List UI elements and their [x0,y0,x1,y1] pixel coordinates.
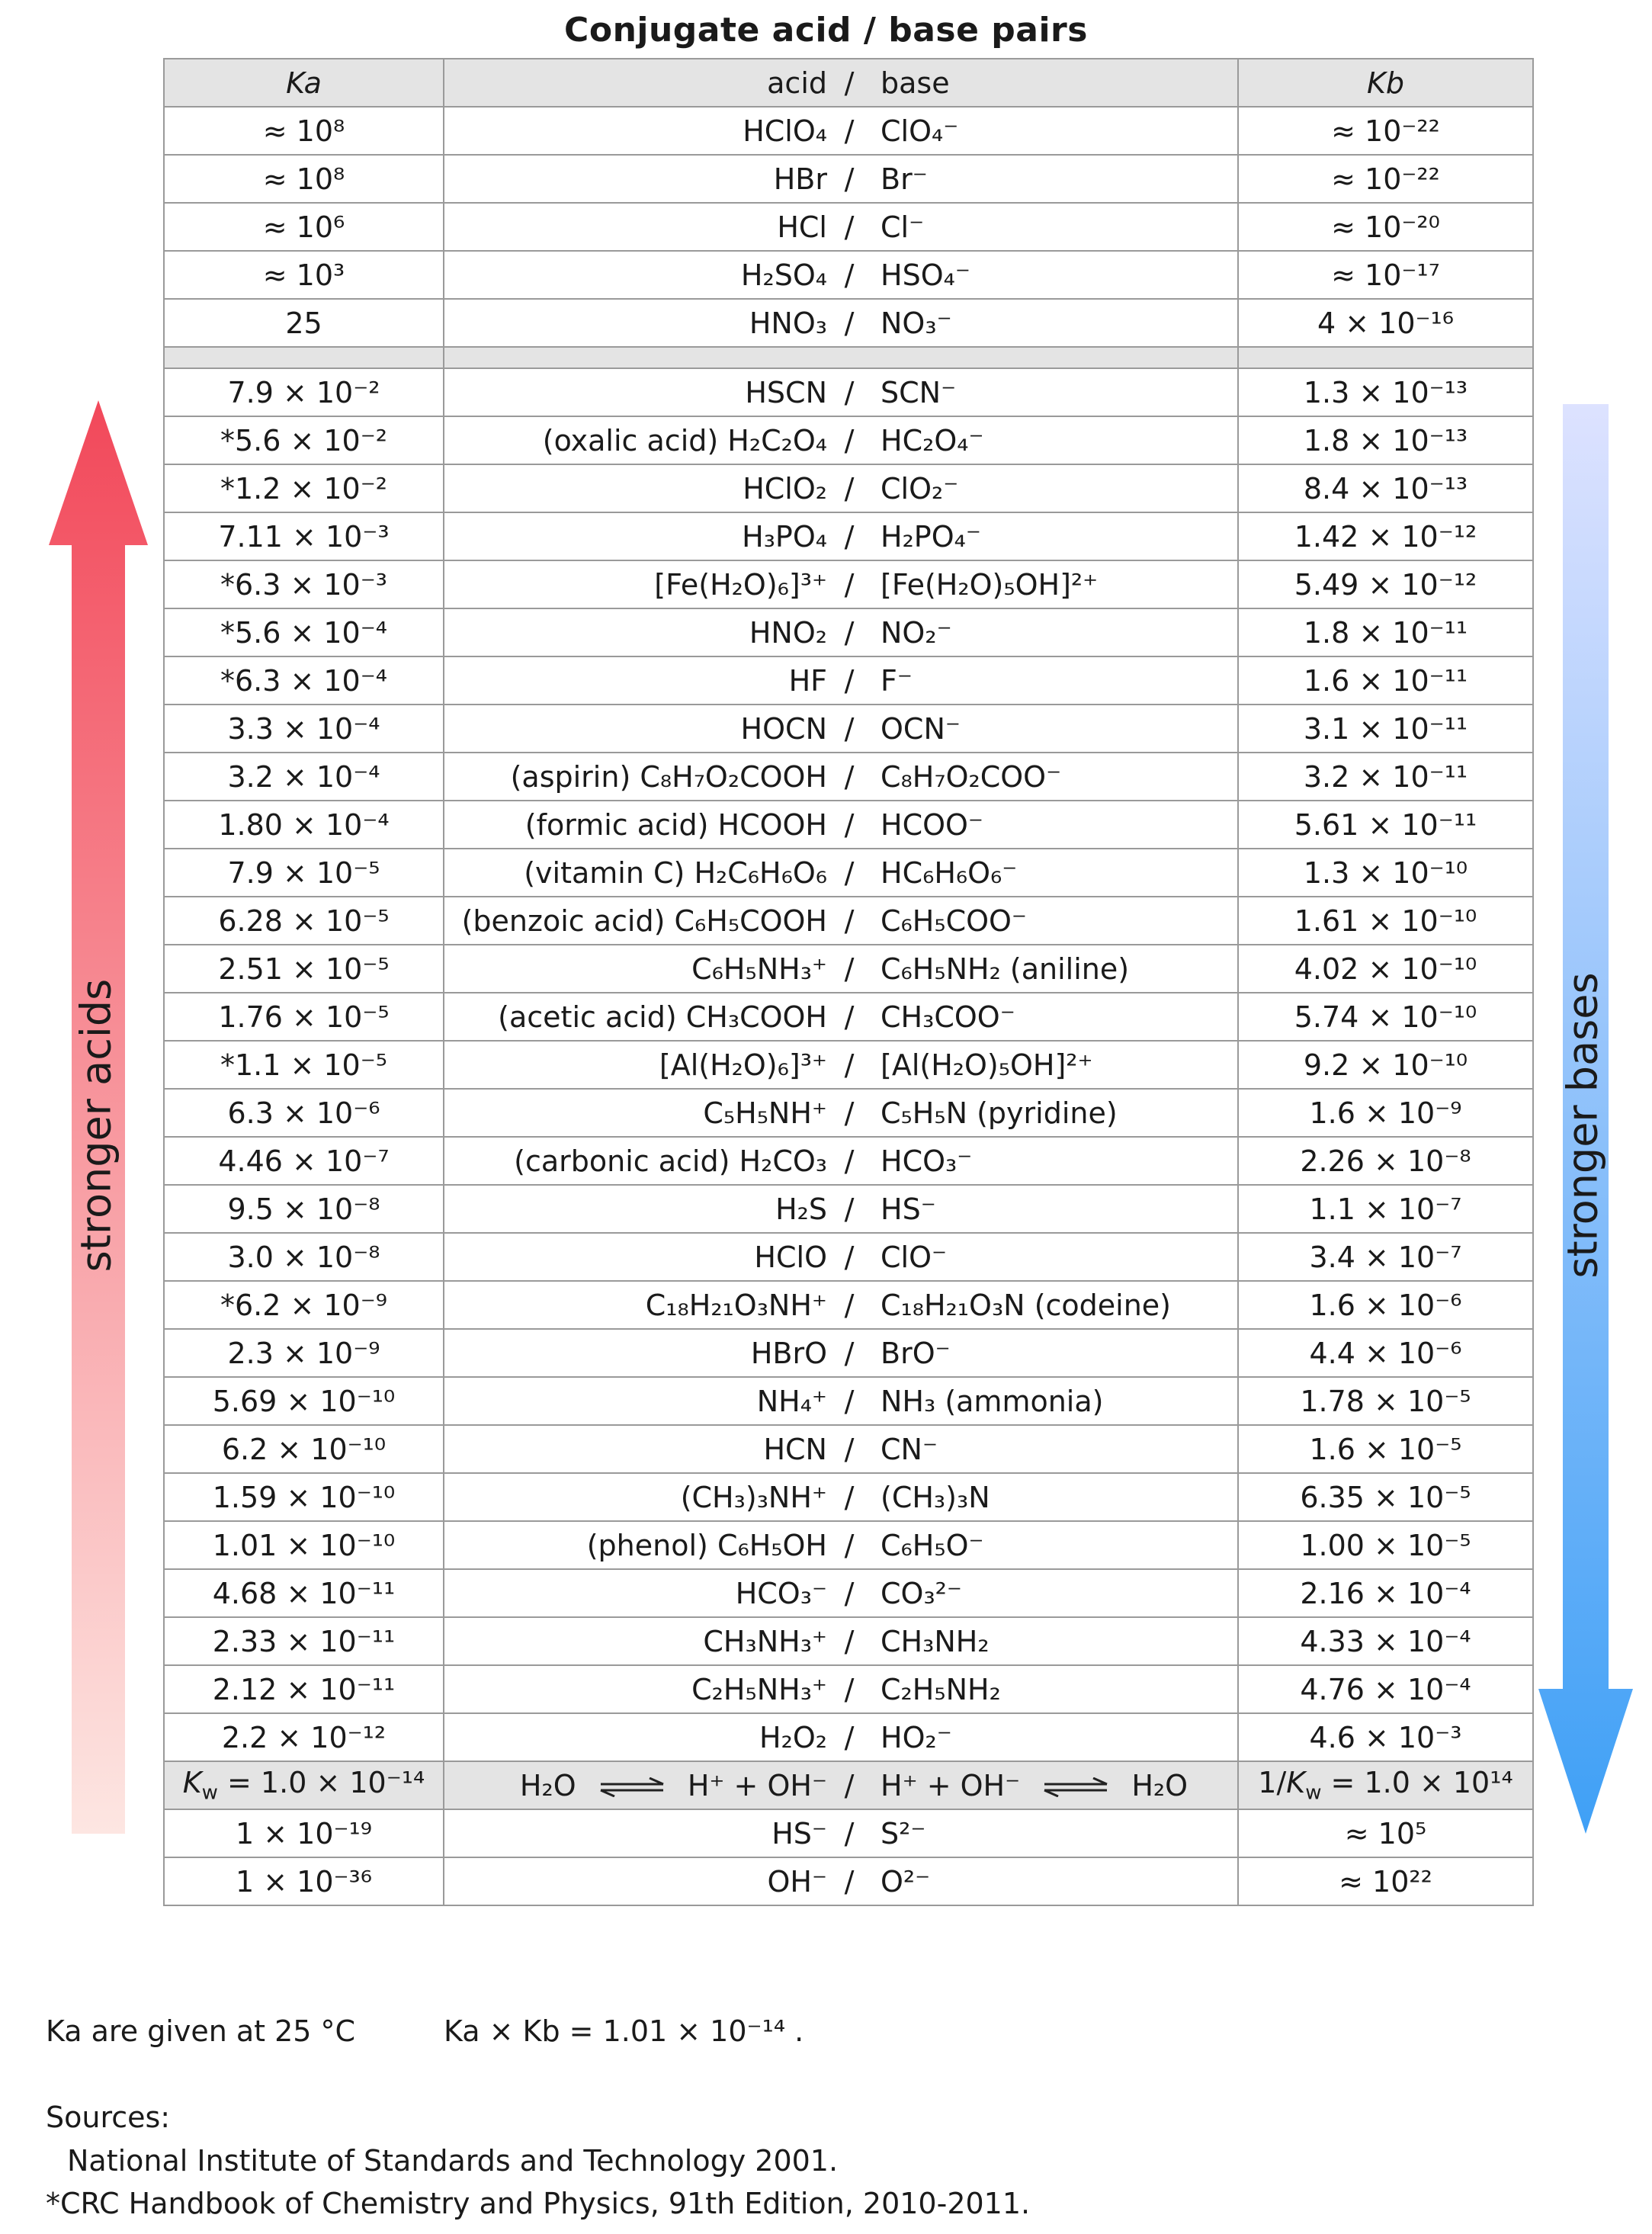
table-row [164,1473,1533,1521]
equilibrium-arrow-icon [1043,1777,1108,1797]
kb-value: 1.6 × 10⁻⁹ [1238,1089,1533,1137]
acid-base-pair: C₁₈H₂₁O₃NH⁺ / C₁₈H₂₁O₃N (codeine) [444,1281,1238,1329]
table-row [164,299,1533,347]
table-row [164,1377,1533,1425]
acid-base-pair: C₅H₅NH⁺ / C₅H₅N (pyridine) [444,1089,1238,1137]
ka-value: 25 [164,299,444,347]
acid-base-pair: HS⁻ / S²⁻ [444,1809,1238,1857]
ka-value: *6.2 × 10⁻⁹ [164,1281,444,1329]
ka-value: 1.01 × 10⁻¹⁰ [164,1521,444,1569]
acid-base-pair: HF / F⁻ [444,656,1238,705]
acid-formula: [Fe(H₂O)₆]³⁺ [654,567,827,602]
acid-formula: HNO₃ [749,306,827,340]
table-row [164,993,1533,1041]
page-title: Conjugate acid / base pairs [564,11,1088,50]
acid-base-pair: HClO / ClO⁻ [444,1233,1238,1281]
acid-formula: HCl [777,210,827,244]
base-formula: Cl⁻ [881,210,925,244]
ka-kb-product-note: Ka × Kb = 1.01 × 10⁻¹⁴ . [444,2014,804,2048]
base-formula: S²⁻ [881,1816,926,1850]
acid-formula: (formic acid) HCOOH [524,807,827,842]
acid-base-pair: (formic acid) HCOOH / HCOO⁻ [444,801,1238,849]
table-row [164,1809,1533,1857]
acid-base-pair: HCl / Cl⁻ [444,203,1238,251]
ka-value: 6.28 × 10⁻⁵ [164,897,444,945]
sources-title: Sources: [46,2101,171,2134]
base-formula: F⁻ [881,663,913,698]
kb-value: 1.00 × 10⁻⁵ [1238,1521,1533,1569]
separator-row [164,347,1533,368]
acid-formula: HBr [773,162,827,196]
kb-value: 1.6 × 10⁻¹¹ [1238,656,1533,705]
acid-base-pair: HClO₄ / ClO₄⁻ [444,107,1238,155]
table-row [164,1713,1533,1761]
ka-value: 2.51 × 10⁻⁵ [164,945,444,993]
acid-formula: HCO₃⁻ [735,1576,827,1610]
ka-value: 1.76 × 10⁻⁵ [164,993,444,1041]
acid-formula: H₃PO₄ [742,519,827,554]
acid-formula: C₁₈H₂₁O₃NH⁺ [645,1288,827,1322]
ka-value: 7.9 × 10⁻² [164,368,444,416]
kb-value: 1.8 × 10⁻¹¹ [1238,608,1533,656]
water-autoionization-row [164,1761,1533,1809]
table-row [164,155,1533,203]
kb-value: ≈ 10⁻²² [1238,107,1533,155]
acid-formula: CH₃NH₃⁺ [703,1624,827,1658]
table-row [164,945,1533,993]
acid-formula: H₂SO₄ [740,258,827,292]
kb-value: 1.6 × 10⁻⁶ [1238,1281,1533,1329]
acid-formula: HBrO [750,1336,827,1370]
table-row [164,251,1533,299]
source-nist: National Institute of Standards and Technology 2001. [67,2144,839,2178]
table-row [164,608,1533,656]
base-formula: HC₆H₆O₆⁻ [881,855,1018,890]
base-formula: C₆H₅O⁻ [881,1528,984,1562]
base-formula: SCN⁻ [881,375,957,409]
acid-base-pair: (aspirin) C₈H₇O₂COOH / C₈H₇O₂COO⁻ [444,753,1238,801]
table-row [164,1617,1533,1665]
table-row [164,897,1533,945]
base-formula: CH₃COO⁻ [881,1000,1015,1034]
acid-formula: HSCN [745,375,827,409]
base-formula: ClO₂⁻ [881,471,959,506]
table-row [164,705,1533,753]
table-row [164,464,1533,512]
pair-header: acid / base [444,59,1238,107]
kb-value: 5.49 × 10⁻¹² [1238,560,1533,608]
kb-value: 1.1 × 10⁻⁷ [1238,1185,1533,1233]
table-row [164,849,1533,897]
ka-value: 5.69 × 10⁻¹⁰ [164,1377,444,1425]
ka-value: 1 × 10⁻¹⁹ [164,1809,444,1857]
base-formula: HSO₄⁻ [881,258,970,292]
acid-formula: HClO [754,1240,827,1274]
kb-header: Kb [1238,59,1533,107]
table-row [164,1569,1533,1617]
acid-formula: C₅H₅NH⁺ [703,1096,827,1130]
table-row [164,512,1533,560]
base-formula: NO₃⁻ [881,306,952,340]
acid-base-pair: H₂S / HS⁻ [444,1185,1238,1233]
base-formula: HC₂O₄⁻ [881,423,984,457]
conjugate-pairs-table [163,58,1534,1906]
table-row [164,753,1533,801]
kb-value: 3.4 × 10⁻⁷ [1238,1233,1533,1281]
source-crc: *CRC Handbook of Chemistry and Physics, 91th Edition, 2010-2011. [46,2187,1031,2220]
ka-value: *1.1 × 10⁻⁵ [164,1041,444,1089]
kb-value: ≈ 10⁻²⁰ [1238,203,1533,251]
kb-value: 4.4 × 10⁻⁶ [1238,1329,1533,1377]
ka-value: *5.6 × 10⁻⁴ [164,608,444,656]
ka-value: 6.3 × 10⁻⁶ [164,1089,444,1137]
ka-value: ≈ 10⁶ [164,203,444,251]
ka-value: *5.6 × 10⁻² [164,416,444,464]
acid-formula: HOCN [740,711,827,746]
acid-base-pair: H₂O₂ / HO₂⁻ [444,1713,1238,1761]
kb-value: 8.4 × 10⁻¹³ [1238,464,1533,512]
table-row [164,203,1533,251]
acid-base-pair: C₆H₅NH₃⁺ / C₆H₅NH₂ (aniline) [444,945,1238,993]
kb-value: 4.02 × 10⁻¹⁰ [1238,945,1533,993]
kb-value: 2.26 × 10⁻⁸ [1238,1137,1533,1185]
kb-value: 4.6 × 10⁻³ [1238,1713,1533,1761]
base-formula: NH₃ (ammonia) [881,1384,1104,1418]
base-formula: NO₂⁻ [881,615,952,650]
ka-value: *6.3 × 10⁻³ [164,560,444,608]
acid-base-pair: (carbonic acid) H₂CO₃ / HCO₃⁻ [444,1137,1238,1185]
kb-value: 5.74 × 10⁻¹⁰ [1238,993,1533,1041]
ka-value: 2.2 × 10⁻¹² [164,1713,444,1761]
ka-value: 2.3 × 10⁻⁹ [164,1329,444,1377]
acid-formula: (phenol) C₆H₅OH [586,1528,827,1562]
acid-formula: HS⁻ [771,1816,827,1850]
acid-base-pair: (phenol) C₆H₅OH / C₆H₅O⁻ [444,1521,1238,1569]
base-formula: CO₃²⁻ [881,1576,962,1610]
acid-formula: [Al(H₂O)₆]³⁺ [659,1048,827,1082]
ka-value: 3.3 × 10⁻⁴ [164,705,444,753]
kb-value: 5.61 × 10⁻¹¹ [1238,801,1533,849]
ka-temperature-note: Ka are given at 25 °C [46,2014,356,2048]
ka-value: 3.0 × 10⁻⁸ [164,1233,444,1281]
acid-base-pair: (benzoic acid) C₆H₅COOH / C₆H₅COO⁻ [444,897,1238,945]
base-formula: HCOO⁻ [881,807,983,842]
kb-value: 1.3 × 10⁻¹³ [1238,368,1533,416]
ka-value: 4.46 × 10⁻⁷ [164,1137,444,1185]
base-formula: C₆H₅NH₂ (aniline) [881,952,1130,986]
table-row [164,1329,1533,1377]
base-formula: HO₂⁻ [881,1720,952,1754]
acid-formula: (CH₃)₃NH⁺ [680,1480,827,1514]
kb-value: 6.35 × 10⁻⁵ [1238,1473,1533,1521]
acid-base-pair: CH₃NH₃⁺ / CH₃NH₂ [444,1617,1238,1665]
acid-formula: H₂S [775,1192,827,1226]
table-row [164,1521,1533,1569]
ka-value: 7.9 × 10⁻⁵ [164,849,444,897]
base-formula: C₈H₇O₂COO⁻ [881,759,1062,794]
ka-value: ≈ 10⁸ [164,107,444,155]
acid-base-pair: NH₄⁺ / NH₃ (ammonia) [444,1377,1238,1425]
kb-value: ≈ 10⁻²² [1238,155,1533,203]
acid-formula: HNO₂ [749,615,827,650]
stronger-bases-label: stronger bases [1558,972,1607,1279]
stronger-acids-label: stronger acids [72,978,120,1273]
base-formula: O²⁻ [881,1864,931,1899]
table-row [164,1233,1533,1281]
kb-value: 1.6 × 10⁻⁵ [1238,1425,1533,1473]
base-formula: HS⁻ [881,1192,936,1226]
acid-base-pair: HCN / CN⁻ [444,1425,1238,1473]
kb-value: ≈ 10⁵ [1238,1809,1533,1857]
base-formula: C₁₈H₂₁O₃N (codeine) [881,1288,1172,1322]
ka-value: *1.2 × 10⁻² [164,464,444,512]
acid-base-pair: HBrO / BrO⁻ [444,1329,1238,1377]
kw-cell: $K_w = 1.0 \times 10^{-14}$ [164,1761,444,1809]
acid-base-pair: HOCN / OCN⁻ [444,705,1238,753]
kb-value: 1.42 × 10⁻¹² [1238,512,1533,560]
acid-base-pair: H₃PO₄ / H₂PO₄⁻ [444,512,1238,560]
acid-base-pair: (vitamin C) H₂C₆H₆O₆ / HC₆H₆O₆⁻ [444,849,1238,897]
ka-value: 7.11 × 10⁻³ [164,512,444,560]
ka-header: Ka [164,59,444,107]
base-formula: C₆H₅COO⁻ [881,904,1027,938]
base-formula: [Al(H₂O)₅OH]²⁺ [881,1048,1093,1082]
acid-base-pair: HClO₂ / ClO₂⁻ [444,464,1238,512]
acid-base-pair: HBr / Br⁻ [444,155,1238,203]
ka-value: 1 × 10⁻³⁶ [164,1857,444,1905]
table-header [164,59,1533,107]
kb-value: 1.78 × 10⁻⁵ [1238,1377,1533,1425]
acid-formula: NH₄⁺ [756,1384,827,1418]
equilibrium-arrow-icon [599,1777,665,1797]
table-row [164,1425,1533,1473]
acid-base-pair: OH⁻ / O²⁻ [444,1857,1238,1905]
acid-formula: (aspirin) C₈H₇O₂COOH [510,759,827,794]
table-row [164,368,1533,416]
base-formula: ClO⁻ [881,1240,948,1274]
ka-value: 1.80 × 10⁻⁴ [164,801,444,849]
acid-formula: C₆H₅NH₃⁺ [691,952,827,986]
table-row [164,416,1533,464]
table-row [164,1089,1533,1137]
acid-formula: HF [788,663,827,698]
kb-value: 3.1 × 10⁻¹¹ [1238,705,1533,753]
kb-value: 4.33 × 10⁻⁴ [1238,1617,1533,1665]
ka-value: 2.12 × 10⁻¹¹ [164,1665,444,1713]
acid-formula: H₂O₂ [759,1720,827,1754]
acid-formula: (vitamin C) H₂C₆H₆O₆ [524,855,827,890]
table-row [164,107,1533,155]
kb-value: 3.2 × 10⁻¹¹ [1238,753,1533,801]
acid-base-pair: HCO₃⁻ / CO₃²⁻ [444,1569,1238,1617]
acid-formula: HClO₄ [743,114,827,148]
base-formula: OCN⁻ [881,711,961,746]
acid-formula: HClO₂ [743,471,827,506]
acid-base-pair: H₂SO₄ / HSO₄⁻ [444,251,1238,299]
table-row [164,1857,1533,1905]
base-header: base [881,66,950,100]
acid-header: acid [767,66,827,100]
base-formula: C₅H₅N (pyridine) [881,1096,1118,1130]
table-row [164,1041,1533,1089]
table-row [164,1137,1533,1185]
kb-value: 2.16 × 10⁻⁴ [1238,1569,1533,1617]
kb-value: 4 × 10⁻¹⁶ [1238,299,1533,347]
kb-value: 1.3 × 10⁻¹⁰ [1238,849,1533,897]
base-formula: C₂H₅NH₂ [881,1672,1001,1706]
base-formula: (CH₃)₃N [881,1480,990,1514]
acid-base-pair: (CH₃)₃NH⁺ / (CH₃)₃N [444,1473,1238,1521]
ka-value: *6.3 × 10⁻⁴ [164,656,444,705]
acid-formula: OH⁻ [767,1864,827,1899]
ka-value: ≈ 10⁸ [164,155,444,203]
acid-base-pair: [Al(H₂O)₆]³⁺ / [Al(H₂O)₅OH]²⁺ [444,1041,1238,1089]
acid-formula: (carbonic acid) H₂CO₃ [514,1144,827,1178]
kb-value: ≈ 10²² [1238,1857,1533,1905]
acid-formula: (oxalic acid) H₂C₂O₄ [542,423,827,457]
acid-base-pair: (acetic acid) CH₃COOH / CH₃COO⁻ [444,993,1238,1041]
acid-base-pair: HSCN / SCN⁻ [444,368,1238,416]
ka-value: 9.5 × 10⁻⁸ [164,1185,444,1233]
table-row [164,801,1533,849]
table-row [164,1281,1533,1329]
acid-base-pair: (oxalic acid) H₂C₂O₄ / HC₂O₄⁻ [444,416,1238,464]
acid-base-pair: HNO₂ / NO₂⁻ [444,608,1238,656]
kb-value: 1.61 × 10⁻¹⁰ [1238,897,1533,945]
base-formula: [Fe(H₂O)₅OH]²⁺ [881,567,1099,602]
kb-value: 1.8 × 10⁻¹³ [1238,416,1533,464]
kb-value: 9.2 × 10⁻¹⁰ [1238,1041,1533,1089]
base-formula: ClO₄⁻ [881,114,959,148]
base-formula: BrO⁻ [881,1336,951,1370]
acid-formula: (benzoic acid) C₆H₅COOH [461,904,827,938]
base-formula: Br⁻ [881,162,928,196]
acid-base-pair: HNO₃ / NO₃⁻ [444,299,1238,347]
table-row [164,1185,1533,1233]
acid-base-pair: [Fe(H₂O)₆]³⁺ / [Fe(H₂O)₅OH]²⁺ [444,560,1238,608]
ka-value: 3.2 × 10⁻⁴ [164,753,444,801]
table-row [164,560,1533,608]
acid-formula: (acetic acid) CH₃COOH [498,1000,827,1034]
base-formula: HCO₃⁻ [881,1144,973,1178]
base-formula: CH₃NH₂ [881,1624,990,1658]
water-equilibrium-cell: H₂O H⁺ + OH⁻ / H⁺ + OH⁻ H₂O [444,1761,1238,1809]
kb-value: 4.76 × 10⁻⁴ [1238,1665,1533,1713]
base-formula: H₂PO₄⁻ [881,519,981,554]
acid-formula: C₂H₅NH₃⁺ [691,1672,827,1706]
acid-formula: HCN [763,1432,827,1466]
ka-value: 2.33 × 10⁻¹¹ [164,1617,444,1665]
ka-value: 1.59 × 10⁻¹⁰ [164,1473,444,1521]
table-row [164,656,1533,705]
inverse-kw-cell: $1/K_w = 1.0 \times 10^{14}$ [1238,1761,1533,1809]
acid-base-pair: C₂H₅NH₃⁺ / C₂H₅NH₂ [444,1665,1238,1713]
base-formula: CN⁻ [881,1432,938,1466]
kb-value: ≈ 10⁻¹⁷ [1238,251,1533,299]
ka-value: ≈ 10³ [164,251,444,299]
ka-value: 4.68 × 10⁻¹¹ [164,1569,444,1617]
table-row [164,1665,1533,1713]
ka-value: 6.2 × 10⁻¹⁰ [164,1425,444,1473]
